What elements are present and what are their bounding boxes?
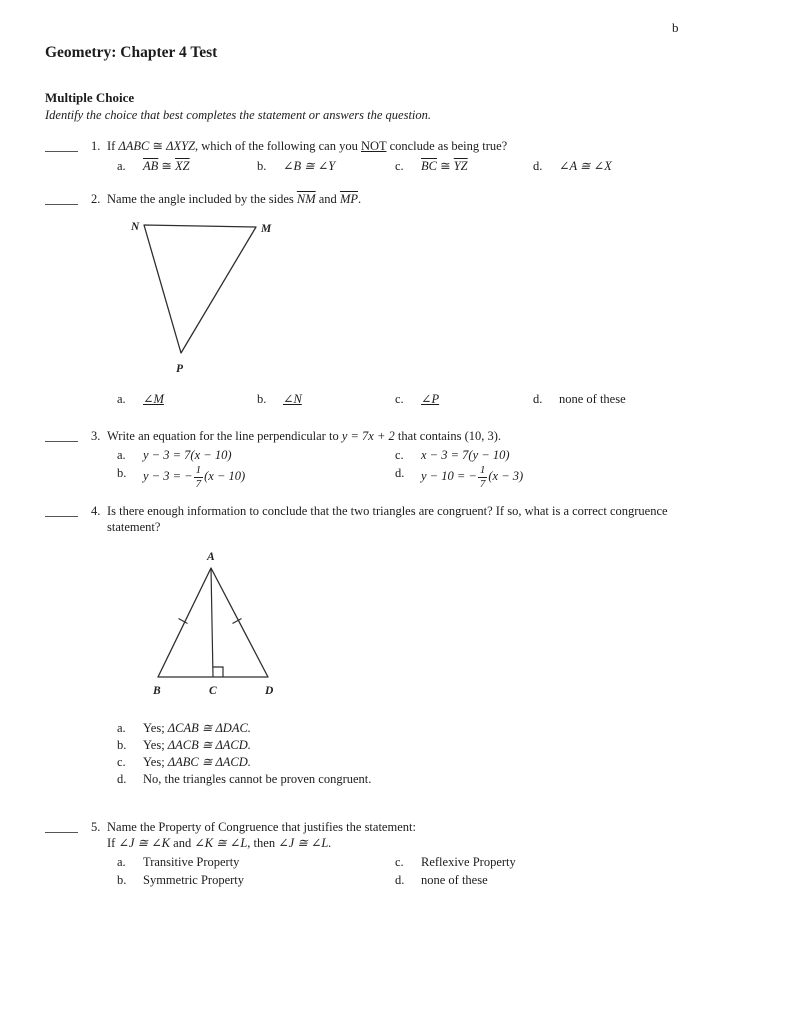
option-label: b. <box>257 392 267 406</box>
option-label: d. <box>395 466 405 480</box>
question-1-options <box>117 158 745 174</box>
triangle-outline <box>144 225 256 353</box>
option-value: ∠A ≅ ∠X <box>559 159 612 173</box>
vertex-label-p: P <box>176 363 184 375</box>
option-5d <box>395 872 745 888</box>
answer-blank-1 <box>45 138 91 152</box>
question-4-options <box>117 720 745 787</box>
option-5a <box>117 854 395 870</box>
option-label: b. <box>117 466 127 480</box>
question-2 <box>45 191 745 407</box>
option-label: d. <box>117 772 127 786</box>
answer-blank-line <box>45 191 78 205</box>
congruence-statement: ΔACB ≅ ΔACD. <box>167 738 251 752</box>
angle-congruence-kl: ∠K ≅ ∠L, <box>194 836 251 850</box>
q1-math-xyz: ΔXYZ, <box>166 139 199 153</box>
option-value <box>143 754 251 770</box>
question-3 <box>45 428 745 490</box>
option-5c <box>395 854 745 870</box>
section-header: Multiple Choice <box>45 90 135 105</box>
question-5-text-line2 <box>107 835 745 851</box>
congruent-symbol: ≅ <box>158 159 176 173</box>
option-value: none of these <box>559 392 626 406</box>
answer-blank-4 <box>45 503 91 517</box>
answer-blank-line <box>45 428 78 442</box>
option-value: x − 3 = 7(y − 10) <box>421 448 510 462</box>
question-5-options <box>117 854 745 888</box>
option-label: b. <box>257 159 267 173</box>
answer-blank-5 <box>45 819 91 833</box>
option-label: c. <box>395 159 404 173</box>
option-value <box>421 465 523 490</box>
option-2c <box>395 391 533 407</box>
option-label: c. <box>117 755 126 769</box>
option-value: No, the triangles cannot be proven congruent. <box>143 772 372 786</box>
question-4-text: Is there enough information to conclude that the two triangles are congruent? If so, what is a correct congruence statement? <box>107 504 668 534</box>
option-label: b. <box>117 873 127 887</box>
option-label: c. <box>395 448 404 462</box>
option-label: d. <box>533 392 543 406</box>
equation-part: y − 10 = − <box>421 469 477 484</box>
section-instructions: Identify the choice that best completes the statement or answers the question. <box>45 108 432 122</box>
option-label: a. <box>117 392 126 406</box>
option-value <box>143 465 245 490</box>
option-text-part: Yes; <box>143 755 168 769</box>
congruent-symbol: ≅ <box>436 159 454 173</box>
equation-part: (x − 3) <box>488 469 524 484</box>
q1-text-part: which of the following can you <box>198 139 361 153</box>
q2-text-part: . <box>358 192 362 206</box>
option-value: Reflexive Property <box>421 855 516 869</box>
page-corner-mark: b <box>672 20 679 35</box>
question-2-options <box>117 391 745 407</box>
question-2-text <box>107 191 745 207</box>
option-1b <box>257 158 395 174</box>
question-4-number: 4. <box>91 504 101 518</box>
fraction-denominator: 7 <box>195 478 202 490</box>
q1-text-part: If <box>107 139 119 153</box>
option-label: a. <box>117 159 126 173</box>
q1-text-part: conclude as being true? <box>386 139 508 153</box>
option-value <box>421 158 468 174</box>
option-value: y − 3 = 7(x − 10) <box>143 448 232 462</box>
option-value <box>143 720 251 736</box>
question-1-number: 1. <box>91 139 101 153</box>
equation-part: y − 3 = − <box>143 469 193 484</box>
option-2b <box>257 391 395 407</box>
option-1a <box>117 158 257 174</box>
option-4d <box>117 771 745 787</box>
option-4c <box>117 754 745 770</box>
option-3b <box>117 465 395 490</box>
vertex-label-c: C <box>209 685 217 697</box>
option-4a <box>117 720 745 736</box>
q1-math-abc: ΔABC <box>118 139 150 153</box>
option-1c <box>395 158 533 174</box>
angle-congruence-jl: ∠J ≅ ∠L. <box>278 836 332 850</box>
option-label: d. <box>533 159 543 173</box>
q3-line-equation: y = 7x + 2 <box>341 429 395 443</box>
answer-blank-2 <box>45 191 91 205</box>
q2-text-part: Name the angle included by the sides <box>107 192 297 206</box>
question-1 <box>45 138 745 174</box>
fraction-denominator: 7 <box>479 478 486 490</box>
option-1d <box>533 158 745 174</box>
right-angle-mark <box>213 667 223 677</box>
vertex-label-n: N <box>131 221 140 233</box>
question-1-text <box>107 138 745 154</box>
option-3c <box>395 447 745 463</box>
option-text-part: Yes; <box>143 721 168 735</box>
answer-blank-line <box>45 138 78 152</box>
option-2d <box>533 391 745 407</box>
question-5 <box>45 819 745 888</box>
q1-congruent-symbol: ≅ <box>149 139 167 153</box>
triangle-figure-abcd <box>145 547 285 699</box>
option-value: ∠M <box>143 392 164 406</box>
option-label: d. <box>395 873 405 887</box>
segment-ab: $\overline{AB}$ <box>143 159 159 173</box>
q2-text-part: and <box>315 192 340 206</box>
option-3d <box>395 465 745 490</box>
fraction-one-seventh <box>478 465 488 490</box>
question-3-text <box>107 428 745 444</box>
option-value <box>143 737 251 753</box>
question-3-options <box>117 447 745 490</box>
option-value: ∠N <box>283 392 302 406</box>
vertex-label-b: B <box>153 685 161 697</box>
option-value: Transitive Property <box>143 855 240 869</box>
segment-yz: $\overline{YZ}$ <box>453 159 468 173</box>
option-value: ∠B ≅ ∠Y <box>283 159 336 173</box>
congruence-statement: ΔCAB ≅ ΔDAC. <box>167 721 251 735</box>
equation-part: (x − 10) <box>204 469 246 484</box>
segment-bc: $\overline{BC}$ <box>421 159 437 173</box>
segment-nm: $\overline{NM}$ <box>296 192 316 206</box>
vertex-label-m: M <box>261 223 272 235</box>
q3-text-part: Write an equation for the line perpendicular to <box>107 429 342 443</box>
option-2a <box>117 391 257 407</box>
question-2-number: 2. <box>91 192 101 206</box>
angle-congruence-jk: ∠J ≅ ∠K <box>118 836 171 850</box>
vertex-label-a: A <box>207 551 215 563</box>
option-4b <box>117 737 745 753</box>
vertex-label-d: D <box>265 685 274 697</box>
fraction-numerator: 1 <box>195 464 202 476</box>
option-label: a. <box>117 855 126 869</box>
document-title: Geometry: Chapter 4 Test <box>45 44 218 61</box>
q1-not-emphasis: NOT <box>360 139 387 153</box>
answer-blank-line <box>45 503 78 517</box>
q3-text-part: that contains (10, 3). <box>394 429 502 443</box>
fraction-numerator: 1 <box>479 464 486 476</box>
option-value: none of these <box>421 873 488 887</box>
option-label: c. <box>395 855 404 869</box>
question-5-number: 5. <box>91 820 101 834</box>
option-label: a. <box>117 448 126 462</box>
option-text-part: Yes; <box>143 738 168 752</box>
question-4 <box>45 503 745 788</box>
segment-xz: $\overline{XZ}$ <box>175 159 190 173</box>
option-3a <box>117 447 395 463</box>
segment-mp: $\overline{MP}$ <box>339 192 358 206</box>
option-5b <box>117 872 395 888</box>
answer-blank-3 <box>45 428 91 442</box>
option-label: b. <box>117 738 127 752</box>
question-5-text-line1: Name the Property of Congruence that justifies the statement: <box>107 820 416 834</box>
q5-text-part: then <box>250 836 279 850</box>
option-value: Symmetric Property <box>143 873 245 887</box>
triangle-figure-nmp <box>130 215 280 377</box>
answer-blank-line <box>45 819 78 833</box>
q5-text-part: and <box>170 836 195 850</box>
fraction-one-seventh <box>194 465 204 490</box>
option-label: a. <box>117 721 126 735</box>
option-label: c. <box>395 392 404 406</box>
option-value <box>143 158 190 174</box>
altitude-line <box>211 568 213 677</box>
question-3-number: 3. <box>91 429 101 443</box>
option-value: ∠P <box>421 392 440 406</box>
q5-text-part: If <box>107 836 119 850</box>
congruence-statement: ΔABC ≅ ΔACD. <box>167 755 251 769</box>
